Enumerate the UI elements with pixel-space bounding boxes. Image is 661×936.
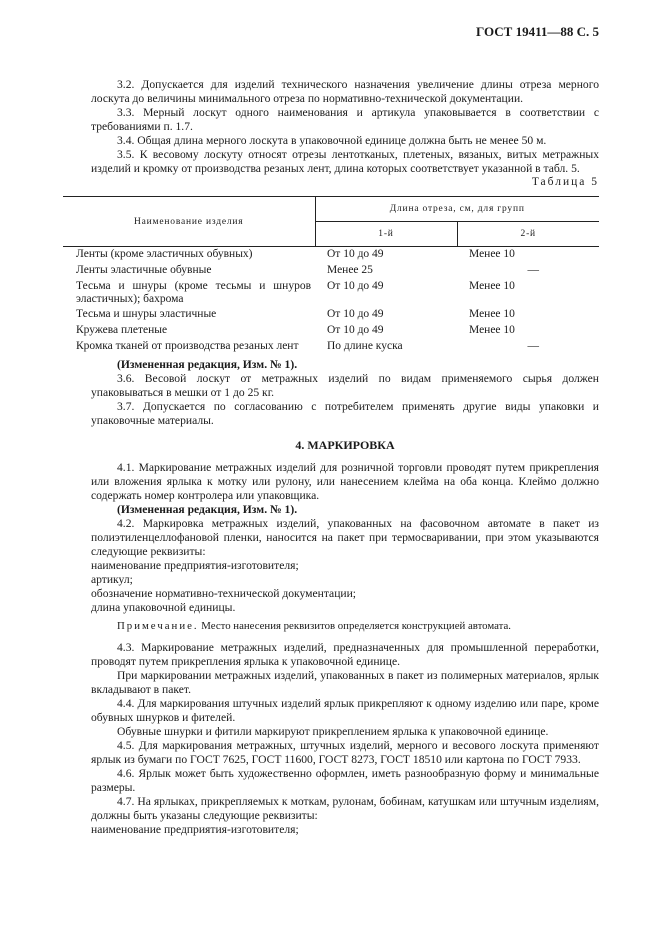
note [91,619,599,633]
note-label: Примечание. [117,620,199,632]
table-row [63,323,599,339]
requisite-item: длина упаковочной единицы. [91,601,236,614]
paragraph-3-5: 3.5. К весовому лоскуту относят отрезы лентотканых, плетеных, вязаных, витых метражных изделий и кромку от производства резаных лент, длина которых соответствует указанной в табл. 5. [91,148,599,175]
table-row [63,247,599,263]
row-name: Ленты (кроме эластичных обувных) [76,248,253,260]
row-group-1: От 10 до 49 [327,323,384,336]
section-title: 4. МАРКИРОВКА [295,438,395,452]
row-name: Тесьма и шнуры эластичные [76,307,217,320]
row-name: Тесьма и шнуры (кроме тесьмы и шнуров эластичных); бахрома [76,279,311,305]
paragraph-3-4: 3.4. Общая длина мерного лоскута в упаковочной единице должна быть не менее 50 м. [117,134,547,147]
page-header: ГОСТ 19411—88 С. 5 [476,24,599,39]
paragraph-3-7: 3.7. Допускается по согласованию с потребителем применять другие виды упаковки и упаковочные материалы. [91,400,599,427]
table-5 [63,196,599,355]
paragraph-4-7: 4.7. На ярлыках, прикрепляемых к моткам, рулонам, бобинам, катушкам или штучным изделиям, должны быть указаны следующие реквизиты: [91,795,599,822]
row-group-2: Менее 10 [469,323,515,336]
row-group-2: Менее 10 [469,307,515,320]
paragraph-4-3-b: При маркировании метражных изделий, упакованных в пакет из полимерных материалов, ярлык вкладывают в пакет. [91,669,599,696]
table-row [63,339,599,355]
row-group-1: От 10 до 49 [327,248,384,260]
amendment-note-2: (Измененная редакция, Изм. № 1). [117,503,298,516]
requisite-item: наименование предприятия-изготовителя; [91,823,299,836]
row-group-2: — [527,263,539,276]
table-header-length: Длина отреза, см, для групп [315,197,599,222]
amendment-note-1: (Измененная редакция, Изм. № 1). [117,358,298,371]
paragraph-4-2: 4.2. Маркировка метражных изделий, упакованных на фасовочном автомате в пакет из полиэтиленцеллофановой пленки, наносится на пакет при термосваривании, при этом указываются следующие реквизиты: [91,517,599,558]
row-group-1: По длине куска [327,339,403,352]
table-row [63,263,599,279]
table-row [63,279,599,307]
table-header-group-2: 2-й [457,222,599,247]
table-caption: Таблица 5 [531,176,599,188]
paragraph-3-3: 3.3. Мерный лоскут одного наименования и артикула упаковывается в соответствии с требованиями п. 1.7. [91,106,599,133]
row-group-2: — [527,339,539,352]
requisite-item: обозначение нормативно-технической документации; [91,587,357,600]
paragraph-3-2: 3.2. Допускается для изделий технического назначения увеличение длины отреза мерного лоскута до величины минимального отреза по нормативно-технической документации. [91,78,599,105]
paragraph-4-1: 4.1. Маркирование метражных изделий для розничной торговли проводят путем прикрепления или вложения ярлыка к мотку или рулону, или нанесением клейма на оба конца. Клеймо должно содержать номер контролера или упаковщика. [91,461,599,502]
row-group-1: Менее 25 [327,263,373,276]
table-header-group-1: 1-й [315,222,457,247]
row-group-1: От 10 до 49 [327,279,384,292]
row-group-1: От 10 до 49 [327,307,384,320]
row-group-2: Менее 10 [469,248,515,260]
table-row [63,307,599,323]
requisite-item: наименование предприятия-изготовителя; [91,559,299,572]
row-name: Кружева плетеные [76,323,168,336]
paragraph-4-6: 4.6. Ярлык может быть художественно оформлен, иметь разнообразную форму и минимальные размеры. [91,767,599,794]
requisite-item: артикул; [91,573,133,586]
row-name: Ленты эластичные обувные [76,263,212,276]
paragraph-4-3: 4.3. Маркирование метражных изделий, предназначенных для промышленной переработки, проводят путем прикрепления ярлыка к упаковочной единице. [91,641,599,668]
row-group-2: Менее 10 [469,279,515,292]
paragraph-4-4-b: Обувные шнурки и фитили маркируют прикреплением ярлыка к упаковочной единице. [117,725,549,738]
row-name: Кромка тканей от производства резаных лент [76,339,299,352]
paragraph-3-6: 3.6. Весовой лоскут от метражных изделий по видам применяемого сырья должен упаковываться в мешки от 1 до 25 кг. [91,372,599,399]
note-text: Место нанесения реквизитов определяется конструкцией автомата. [198,620,511,632]
paragraph-4-4: 4.4. Для маркирования штучных изделий ярлык прикрепляют к одному изделию или паре, кроме обувных шнурков и фителей. [91,697,599,724]
table-header-name: Наименование изделия [63,197,315,247]
paragraph-4-5: 4.5. Для маркирования метражных, штучных изделий, мерного и весового лоскута применяют ярлык из бумаги по ГОСТ 7625, ГОСТ 11600, ГОСТ 8273, ГОСТ 18510 или картона по ГОСТ 7933. [91,739,599,766]
